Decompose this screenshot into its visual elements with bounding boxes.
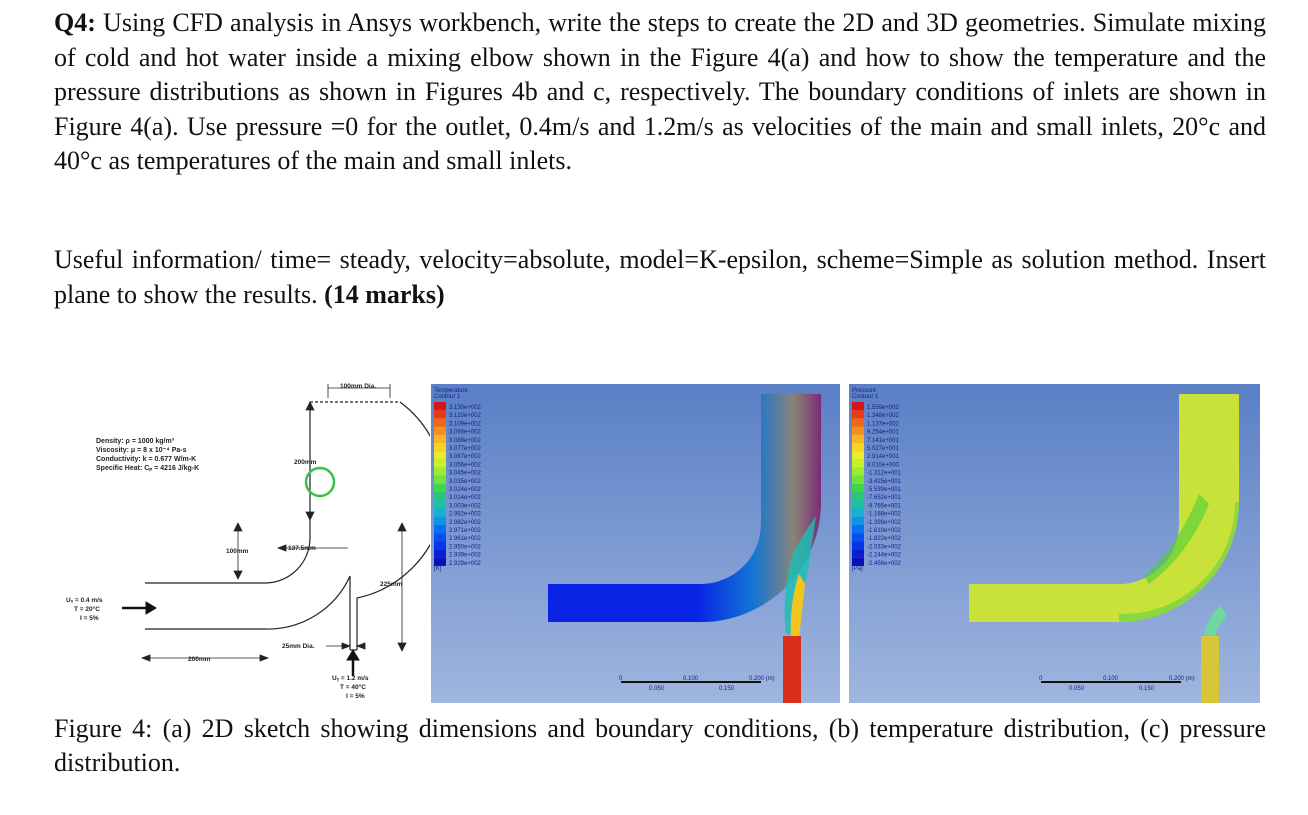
small-inlet-intensity: I = 5% <box>346 693 365 700</box>
pressure-legend-level: -5.539e+001 <box>867 487 901 493</box>
svg-text:0.150: 0.150 <box>719 686 735 692</box>
dim-200-horiz-label: 200mm <box>188 656 211 663</box>
svg-text:0: 0 <box>1039 676 1043 682</box>
temperature-legend-level: 2.971e+002 <box>449 528 481 534</box>
pressure-legend-level: 1.348e+002 <box>867 413 899 420</box>
temperature-legend-level: 3.014e+002 <box>449 495 481 502</box>
sketch-prop-viscosity: Viscosity: μ = 8 x 10⁻⁴ Pa-s <box>96 447 187 454</box>
pressure-legend-level: -1.399e+002 <box>867 519 901 526</box>
main-inlet-intensity: I = 5% <box>80 615 99 622</box>
question-label: Q4: <box>54 8 96 37</box>
pressure-legend-swatch <box>852 484 864 492</box>
pressure-legend-level: 1.559e+002 <box>867 405 899 411</box>
useful-info-paragraph <box>54 243 1266 312</box>
pressure-legend-swatch <box>852 509 864 517</box>
question-text: Using CFD analysis in Ansys workbench, write the steps to create the 2D and 3D geometries. Simulate mixing of cold and hot water inside a mixing elbow shown in the Figure 4(a) and how to show the temperature and the pressure distributions as shown in Figures 4b and c, respectively. The boundary conditions of inlets are shown in Figure 4(a). Use pressure =0 for the outlet, 0.4m/s and 1.2m/s as velocities of the main and small inlets, 20°c and 40°c as temperatures of the main and small inlets. <box>54 8 1266 175</box>
pressure-legend-swatch <box>852 517 864 525</box>
temperature-legend-level: 3.056e+002 <box>449 462 481 469</box>
temperature-legend-level: 2.961e+002 <box>449 536 481 543</box>
svg-text:0.100: 0.100 <box>1103 676 1119 682</box>
question-paragraph <box>54 6 1266 179</box>
temperature-legend-level: 3.045e+002 <box>449 470 481 477</box>
useful-info-text: Useful information/ time= steady, velocity=absolute, model=K-epsilon, scheme=Simple as solution method. Insert plane to show the results. <box>54 245 1266 309</box>
temperature-legend-swatch <box>434 525 446 533</box>
sketch-prop-conductivity: Conductivity: k = 0.677 W/m-K <box>96 456 197 463</box>
pressure-legend-swatch <box>852 533 864 541</box>
pressure-legend-swatch <box>852 525 864 533</box>
marks-label: (14 marks) <box>324 279 445 309</box>
temperature-legend-swatch <box>434 484 446 492</box>
pressure-legend-level: -7.652e+001 <box>867 495 901 502</box>
temperature-legend-swatch <box>434 533 446 541</box>
svg-text:0.200 (m): 0.200 (m) <box>749 676 775 682</box>
temperature-legend-level: 3.035e+002 <box>449 478 481 485</box>
temperature-legend-swatch <box>434 410 446 418</box>
temperature-legend-swatch <box>434 558 446 566</box>
pressure-legend-level: 8.010e+000 <box>867 462 899 469</box>
pressure-legend-level: 9.254e+001 <box>867 429 899 436</box>
temperature-legend-swatch <box>434 492 446 500</box>
figure-b-temperature <box>431 384 840 703</box>
temperature-legend-level: 3.024e+002 <box>449 487 481 493</box>
pressure-legend-level: -1.822e+002 <box>867 536 901 543</box>
temperature-title: Temperature <box>434 388 468 394</box>
temperature-legend-level: 3.088e+002 <box>449 437 481 444</box>
pressure-subtitle: Contour 1 <box>852 394 879 400</box>
temperature-legend-swatch <box>434 451 446 459</box>
temperature-legend-swatch <box>434 500 446 508</box>
pressure-legend-level: 5.027e+001 <box>867 446 899 452</box>
temperature-legend-level: 3.120e+002 <box>449 413 481 420</box>
pressure-unit: [Pa] <box>852 566 863 572</box>
temperature-legend-level: 2.982e+002 <box>449 519 481 526</box>
pressure-legend-swatch <box>852 500 864 508</box>
pressure-legend-level: -1.312e+001 <box>867 470 901 477</box>
svg-text:0: 0 <box>619 676 623 682</box>
pressure-legend-swatch <box>852 443 864 451</box>
temperature-legend-swatch <box>434 402 446 410</box>
pressure-legend-swatch <box>852 418 864 426</box>
dim-225-label: 225mm <box>380 581 403 588</box>
temperature-legend-swatch <box>434 443 446 451</box>
figure-a-sketch <box>50 376 430 706</box>
main-inlet-temp: T = 20°C <box>74 606 100 613</box>
temperature-legend-level: 2.939e+002 <box>449 552 481 559</box>
elbow-outline <box>145 402 430 650</box>
temperature-legend-swatch <box>434 435 446 443</box>
temperature-subtitle: Contour 1 <box>434 394 461 400</box>
sketch-prop-density: Density: ρ = 1000 kg/m³ <box>96 438 175 445</box>
temperature-legend-swatch <box>434 476 446 484</box>
temperature-legend-level: 3.098e+002 <box>449 429 481 436</box>
sketch-prop-specific-heat: Specific Heat: Cₚ = 4216 J/kg-K <box>96 465 200 472</box>
pressure-legend-level: 1.137e+002 <box>867 421 899 428</box>
pressure-legend-swatch <box>852 541 864 549</box>
temperature-legend-swatch <box>434 418 446 426</box>
svg-text:0.050: 0.050 <box>1069 686 1085 692</box>
pressure-legend-swatch <box>852 476 864 484</box>
pressure-title: Pressure <box>852 388 877 394</box>
temperature-legend-swatch <box>434 468 446 476</box>
dim-100-label: 100mm <box>226 548 249 555</box>
svg-text:0.150: 0.150 <box>1139 686 1155 692</box>
temperature-legend-swatch <box>434 517 446 525</box>
temperature-legend-swatch <box>434 550 446 558</box>
temperature-legend-swatch <box>434 427 446 435</box>
temperature-legend-level: 3.003e+002 <box>449 503 481 510</box>
pressure-legend-level: -2.244e+002 <box>867 552 901 559</box>
dim-200-vert-label: 200mm <box>294 459 317 466</box>
temperature-hot-inlet <box>783 636 801 703</box>
pressure-small-inlet <box>1201 636 1219 703</box>
pressure-legend-swatch <box>852 492 864 500</box>
temperature-legend-level: 2.950e+002 <box>449 544 481 551</box>
temperature-legend-level: 2.929e+002 <box>449 560 481 567</box>
pressure-legend-swatch <box>852 427 864 435</box>
pressure-legend-swatch <box>852 435 864 443</box>
pressure-legend-swatch <box>852 550 864 558</box>
pressure-legend-swatch <box>852 468 864 476</box>
temperature-legend-level: 3.130e+002 <box>449 405 481 411</box>
small-inlet-velocity: Uᵧ = 1.2 m/s <box>332 675 369 682</box>
main-inlet-velocity: Uₓ = 0.4 m/s <box>66 597 103 604</box>
pressure-legend-level: -9.765e+001 <box>867 503 901 510</box>
pressure-legend-level: -1.188e+002 <box>867 511 901 518</box>
figure-caption: Figure 4: (a) 2D sketch showing dimensions and boundary conditions, (b) temperature distribution, (c) pressure distribution. <box>54 714 1266 777</box>
temperature-legend <box>434 388 482 572</box>
dim-25-label: 25mm Dia. <box>282 643 315 650</box>
pressure-legend-swatch <box>852 410 864 418</box>
temperature-legend-level: 2.992e+002 <box>449 511 481 518</box>
pressure-legend-swatch <box>852 451 864 459</box>
svg-text:0.100: 0.100 <box>683 676 699 682</box>
svg-text:0.050: 0.050 <box>649 686 665 692</box>
small-inlet-temp: T = 40°C <box>340 684 366 691</box>
temperature-legend-swatch <box>434 459 446 467</box>
pressure-legend-level: -2.033e+002 <box>867 544 901 551</box>
pressure-legend-level: -2.456e+002 <box>867 560 901 567</box>
pressure-legend-swatch <box>852 402 864 410</box>
temperature-legend-level: 3.067e+002 <box>449 454 481 461</box>
temperature-legend-swatch <box>434 541 446 549</box>
pressure-legend-swatch <box>852 558 864 566</box>
svg-text:0.200 (m): 0.200 (m) <box>1169 676 1195 682</box>
figure-c-pressure <box>849 384 1260 703</box>
dim-top-label: 100mm Dia. <box>340 383 377 390</box>
pressure-legend-level: 2.914e+001 <box>867 454 899 461</box>
pressure-legend-swatch <box>852 459 864 467</box>
pressure-legend <box>852 388 902 572</box>
temperature-legend-swatch <box>434 509 446 517</box>
temperature-legend-level: 3.077e+002 <box>449 446 481 452</box>
temperature-unit: [K] <box>434 566 442 572</box>
pressure-legend-level: 7.141e+001 <box>867 437 899 444</box>
pressure-legend-level: -1.610e+002 <box>867 528 901 534</box>
dim-137-label: 137.5mm <box>288 545 316 552</box>
temperature-legend-level: 3.109e+002 <box>449 421 481 428</box>
pressure-legend-level: -3.425e+001 <box>867 478 901 485</box>
